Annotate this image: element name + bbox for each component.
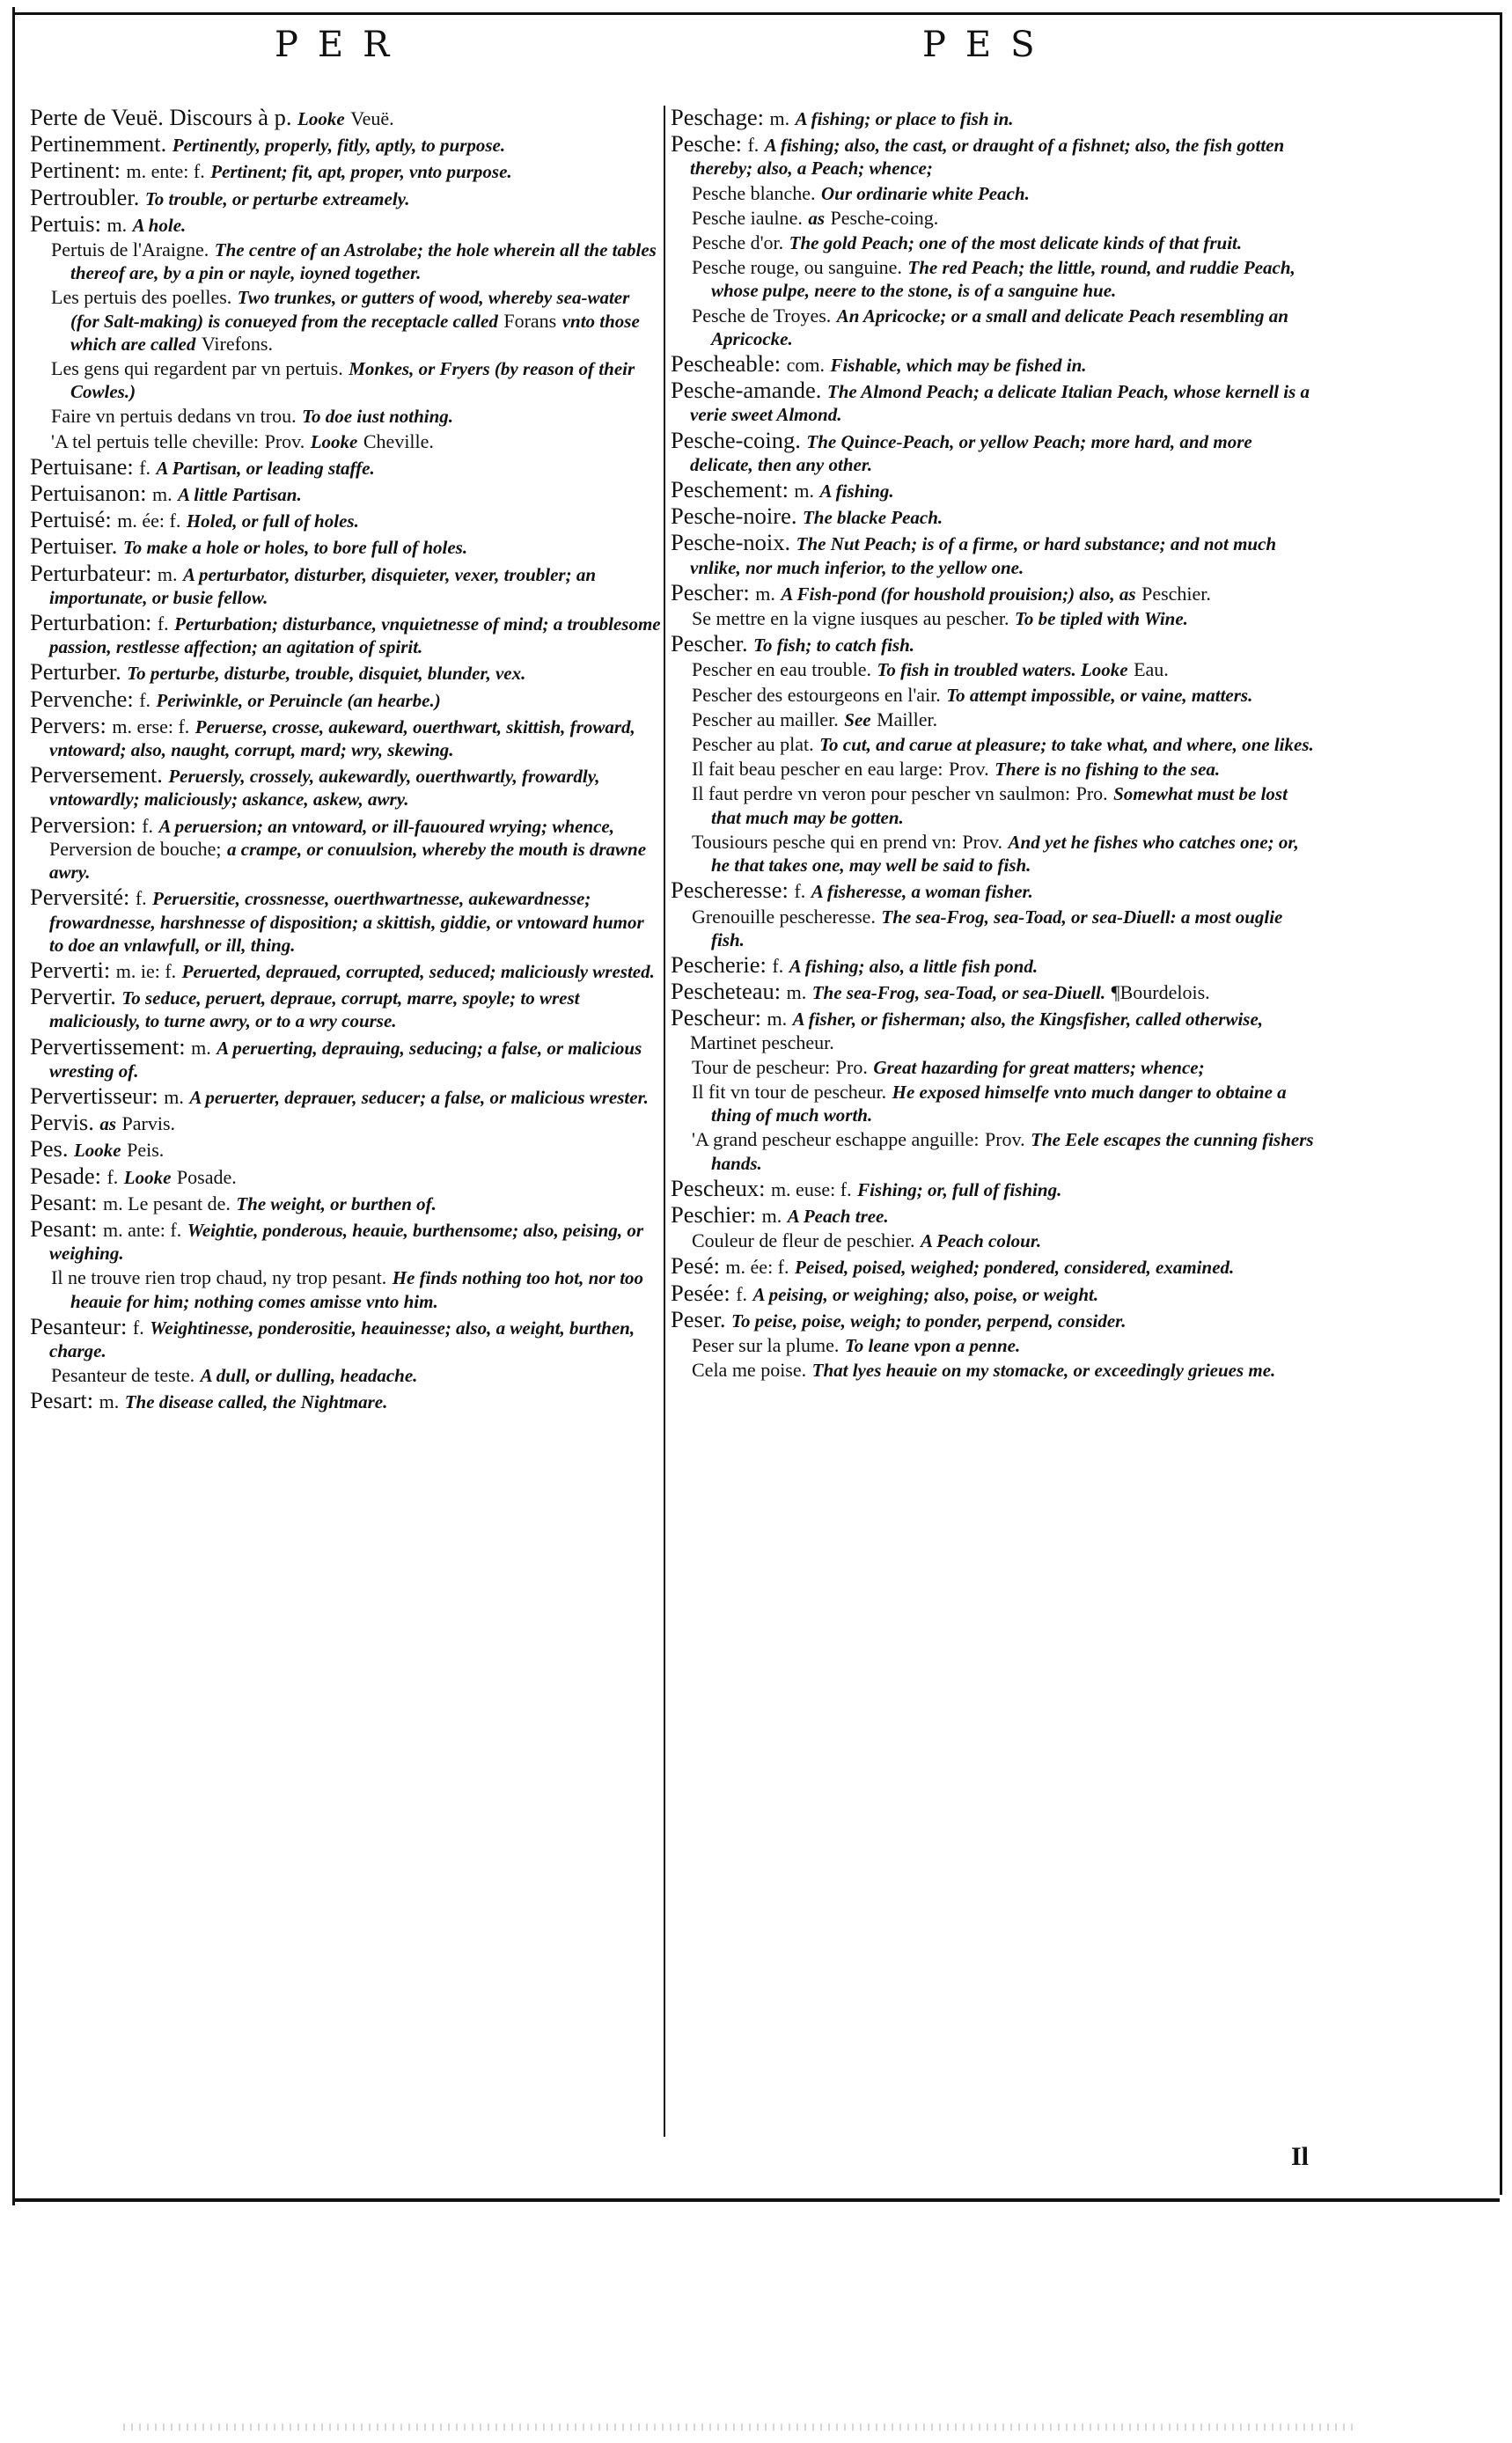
dictionary-subentry [671, 684, 1315, 707]
headword: Pervertir. [30, 983, 116, 1010]
definition: Peruersitie, crossnesse, ouerthwartnesse, aukewardnesse; frowardnesse, harshnesse of disposition; a skittish, giddie, or vntoward humor to doe an vnlawfull, or ill, thing. [49, 888, 644, 956]
cross-reference: Cheville. [363, 429, 434, 452]
headword: Il fit vn tour de pescheur. [692, 1080, 887, 1103]
definition: A perturbator, disturber, disquieter, vexer, troubler; an importunate, or busie fellow. [49, 563, 597, 608]
dictionary-entry [30, 687, 662, 712]
headword: Pesche rouge, ou sanguine. [692, 256, 902, 279]
definition: The sea-Frog, sea-Toad, or sea-Diuell. [811, 982, 1106, 1004]
inline-french-continued: Virefons. [201, 332, 273, 355]
inline-french: Perversion de bouche; [49, 837, 222, 860]
definition: A fishing; also, the cast, or draught of a fishnet; also, the fish gotten thereby; also, a Peach; whence; [690, 135, 1285, 180]
dictionary-entry [30, 1312, 662, 1362]
grammar-note: m. ente: f. [126, 160, 205, 183]
headword: Cela me poise. [692, 1359, 807, 1382]
dictionary-subentry [671, 708, 1315, 731]
definition: Weightinesse, ponderositie, heauinesse; also, a weight, burthen, charge. [49, 1317, 635, 1361]
cross-reference: Eau. [1134, 658, 1169, 681]
definition: To perturbe, disturbe, trouble, disquiet, blunder, vex. [127, 663, 526, 685]
definition: Periwinkle, or Peruincle (an hearbe.) [156, 689, 441, 711]
grammar-note: m. [786, 981, 807, 1004]
headword: Pesche-amande. [671, 377, 822, 404]
dictionary-entry [671, 950, 1315, 978]
definition: And yet he fishes who catches one; or, he that takes one, may well be said to fish. [711, 831, 1299, 877]
headword: Peschier: [671, 1200, 757, 1228]
definition: To trouble, or perturbe extreamely. [144, 187, 410, 209]
dictionary-subentry [671, 1056, 1315, 1079]
definition: A dull, or dulling, headache. [200, 1365, 418, 1387]
definition: Two trunkes, or gutters of wood, whereby sea-water (for Salt-making) is conueyed from the receptacle called [70, 287, 630, 332]
dictionary-subentry [30, 286, 662, 356]
column-divider [664, 106, 665, 2137]
headword: Perturber. [30, 658, 121, 686]
grammar-note: m. Le pesant de. [103, 1192, 231, 1214]
dictionary-subentry [30, 238, 662, 284]
definition: A peising, or weighing; also, poise, or weight. [752, 1283, 1099, 1305]
headword: Pesche blanche. [692, 181, 816, 204]
inline-french: Forans [503, 309, 557, 332]
headword: 'A tel pertuis telle cheville: [51, 429, 260, 452]
dictionary-entry [671, 378, 1315, 426]
dictionary-entry [30, 1389, 662, 1413]
grammar-note: m. [157, 562, 178, 585]
grammar-note: m. ante: f. [103, 1218, 182, 1241]
grammar-note: f. [747, 134, 760, 157]
dictionary-entry [30, 1188, 662, 1215]
definition: To make a hole or holes, to bore full of holes. [122, 537, 468, 559]
headword: Pesche: [671, 130, 742, 158]
definition: To peise, poise, weigh; to ponder, perpend, consider. [731, 1310, 1127, 1332]
headword: Pertuisane: [30, 452, 134, 480]
grammar-note: m. ée: f. [117, 510, 181, 532]
headword: Peschement: [671, 476, 789, 503]
dictionary-subentry [671, 831, 1315, 877]
definition-continued: vnto those which are called [70, 310, 640, 355]
headword: Pertuis: [30, 209, 101, 237]
headword: Il fait beau pescher en eau large: [692, 758, 943, 781]
definition: Pertinently, properly, fitly, aptly, to purpose. [172, 135, 506, 157]
headword: Pesade: [30, 1162, 101, 1189]
definition: Peruerse, crosse, aukeward, ouerthwart, skittish, froward, vntoward; also, naught, corrupt, mard; wry, skewing. [49, 715, 635, 761]
headword: Perversité: [30, 884, 130, 911]
headword: Pesanteur de teste. [51, 1364, 195, 1387]
dictionary-entry [30, 1111, 662, 1135]
dictionary-entry [671, 1006, 1315, 1053]
dictionary-subentry [671, 1081, 1315, 1126]
dictionary-subentry [30, 405, 662, 428]
definition: The weight, or burthen of. [236, 1192, 437, 1214]
dictionary-subentry [671, 256, 1315, 302]
dictionary-entry [30, 1164, 662, 1189]
grammar-note: m. [761, 1204, 782, 1227]
dictionary-entry [671, 132, 1315, 180]
definition: That lyes heauie on my stomacke, or exceedingly grieues me. [811, 1360, 1276, 1382]
dictionary-entry [30, 1214, 662, 1265]
definition: There is no fishing to the sea. [995, 759, 1221, 781]
definition: Holed, or full of holes. [186, 510, 359, 532]
dictionary-entry [671, 1281, 1315, 1306]
definition: See [844, 708, 871, 730]
dictionary-entry [671, 979, 1315, 1004]
dictionary-entry [671, 1254, 1315, 1279]
cross-reference: Parvis. [121, 1112, 176, 1135]
definition: A fishing. [819, 481, 894, 503]
dictionary-subentry [30, 430, 662, 453]
definition: The blacke Peach. [802, 507, 943, 529]
headword: Peser sur la plume. [692, 1333, 840, 1356]
headword: Pescheresse: [671, 877, 789, 904]
dictionary-entry [30, 885, 662, 957]
headword: Pertuiser. [30, 532, 118, 560]
headword: 'A grand pescheur eschappe anguille: [692, 1128, 980, 1151]
definition: A peruersion; an vntoward, or ill-fauoured wrying; whence, [158, 815, 614, 837]
headword: Peschage: [671, 104, 764, 130]
grammar-note: m. [99, 1390, 120, 1413]
dictionary-entry [30, 611, 662, 658]
definition: Fishing; or, full of fishing. [857, 1178, 1062, 1200]
headword: Pescher: [671, 578, 750, 605]
definition: To attempt impossible, or vaine, matters. [946, 684, 1253, 706]
definition: The Nut Peach; is of a firme, or hard substance; and not much vnlike, nor much inferior, to the yellow one. [690, 533, 1277, 578]
definition: To doe iust nothing. [302, 406, 454, 428]
headword: Pesant: [30, 1188, 98, 1215]
headword: Pertuisé: [30, 506, 112, 533]
grammar-note: Prov. [962, 830, 1003, 853]
headword: Pertinemment. [30, 130, 167, 158]
headword: Perverti: [30, 956, 111, 983]
left-column [30, 106, 662, 1416]
definition: Looke [73, 1140, 121, 1162]
definition: A fisher, or fisherman; also, the Kingsfisher, called otherwise, [792, 1009, 1264, 1031]
grammar-note: m. [191, 1036, 211, 1059]
dictionary-subentry [671, 231, 1315, 254]
cross-reference: Martinet pescheur. [690, 1031, 834, 1053]
definition: Looke [297, 108, 345, 129]
grammar-note: m. ie: f. [115, 959, 177, 982]
headword: Peser. [671, 1305, 726, 1332]
dictionary-entry [671, 106, 1315, 130]
dictionary-entry [671, 504, 1315, 529]
dictionary-entry [30, 985, 662, 1032]
headword: Se mettre en la vigne iusques au pescher. [692, 607, 1009, 630]
headword: Pervertisseur: [30, 1082, 158, 1109]
dictionary-subentry [671, 1229, 1315, 1252]
dictionary-subentry [30, 1364, 662, 1387]
definition: To be tipled with Wine. [1014, 608, 1188, 630]
definition: Fishable, which may be fished in. [830, 355, 1087, 377]
headword: Pesche d'or. [692, 231, 784, 254]
headword: Pesche-coing. [671, 426, 801, 453]
definition: To seduce, peruert, depraue, corrupt, marre, spoyle; to wrest maliciously, to turne awry, or to a wry course. [49, 987, 580, 1032]
headword: Pesart: [30, 1387, 94, 1414]
grammar-note: f. [135, 887, 147, 910]
headword: Les pertuis des poelles. [51, 286, 232, 309]
cross-reference: Peschier. [1141, 582, 1211, 605]
dictionary-subentry [30, 357, 662, 403]
dictionary-subentry [671, 782, 1315, 828]
headword: Pesée: [671, 1279, 730, 1306]
definition: Perturbation; disturbance, vnquietnesse of mind; a troublesome passion, restlesse affection; an agitation of spirit. [49, 613, 661, 658]
dictionary-subentry [671, 207, 1315, 230]
headword: Pesche iaulne. [692, 206, 803, 229]
cross-reference: Veuë. [350, 107, 394, 129]
headword: Pescherie: [671, 950, 767, 978]
grammar-note: m. [767, 1008, 788, 1031]
dictionary-subentry [671, 1334, 1315, 1357]
grammar-note: f. [772, 954, 784, 977]
right-column [671, 106, 1315, 1383]
scan-noise [123, 2424, 1355, 2431]
dictionary-entry [30, 958, 662, 983]
definition: The sea-Frog, sea-Toad, or sea-Diuell: a most ouglie fish. [711, 906, 1283, 950]
headword: Pervertissement: [30, 1032, 186, 1060]
definition: The Quince-Peach, or yellow Peach; more hard, and more delicate, then any other. [690, 430, 1252, 475]
headword: Pescheux: [671, 1174, 766, 1201]
definition: Peruersly, crossely, aukewardly, ouerthwartly, frowardly, vntowardly; maliciously; askance, askew, awry. [49, 766, 600, 811]
grammar-note: f. [139, 456, 151, 479]
definition: A Peach colour. [921, 1230, 1042, 1252]
bottom-border-rule [12, 2198, 1500, 2202]
grammar-note: m. ée: f. [725, 1256, 789, 1279]
dictionary-entry [671, 1200, 1315, 1228]
dictionary-entry [671, 478, 1315, 503]
grammar-note: Prov. [948, 758, 989, 781]
grammar-note: f. [132, 1316, 144, 1339]
dictionary-entry [671, 352, 1315, 377]
grammar-note: m. [164, 1085, 184, 1108]
headword: Pescher au mailler. [692, 708, 839, 730]
dictionary-subentry [671, 733, 1315, 756]
dictionary-entry [30, 1084, 662, 1109]
headword: Pesche de Troyes. [692, 304, 832, 326]
headword: Grenouille pescheresse. [692, 905, 876, 928]
definition: Looke [123, 1166, 172, 1188]
headword: Pervis. [30, 1109, 94, 1136]
headword: Perversement. [30, 761, 163, 789]
grammar-note: f. [142, 814, 154, 837]
cross-reference: ¶Bourdelois. [1111, 981, 1210, 1004]
definition: To fish; to catch fish. [753, 635, 915, 657]
headword: Pertroubler. [30, 183, 140, 210]
definition: Somewhat must be lost that much may be gotten. [711, 783, 1288, 828]
dictionary-entry [671, 632, 1315, 657]
definition: A Fish-pond (for houshold prouision;) also, as [781, 583, 1136, 605]
definition: Peised, poised, weighed; pondered, considered, examined. [795, 1257, 1235, 1279]
definition: A hole. [132, 214, 187, 236]
dictionary-subentry [671, 607, 1315, 630]
left-border-rule [12, 7, 15, 2205]
dictionary-entry [30, 106, 662, 130]
definition-continued: a crampe, or conuulsion, whereby the mouth is drawne awry. [49, 838, 647, 884]
headword: Pervers: [30, 711, 106, 738]
dictionary-entry [30, 508, 662, 532]
dictionary-entry [671, 878, 1315, 903]
running-head-right: PES [922, 25, 1054, 65]
dictionary-entry [671, 1174, 1315, 1201]
dictionary-entry [671, 531, 1315, 578]
definition: The disease called, the Nightmare. [124, 1391, 388, 1413]
cross-reference: Peis. [127, 1139, 165, 1162]
grammar-note: Prov. [985, 1128, 1025, 1151]
grammar-note: m. [755, 582, 775, 605]
dictionary-subentry [671, 758, 1315, 781]
definition: Weightie, ponderous, heauie, burthensome; also, peising, or weighing. [49, 1219, 643, 1265]
dictionary-subentry [671, 1128, 1315, 1174]
definition: Our ordinarie white Peach. [820, 182, 1030, 204]
dictionary-subentry [30, 1266, 662, 1312]
headword: Tour de pescheur: [692, 1055, 831, 1078]
top-border-rule [12, 12, 1500, 15]
dictionary-entry [30, 1032, 662, 1082]
definition: A little Partisan. [178, 484, 302, 506]
definition: The Eele escapes the cunning fishers hands. [711, 1129, 1314, 1174]
definition: Looke [310, 430, 358, 452]
definition: He exposed himselfe vnto much danger to obtaine a thing of much worth. [711, 1081, 1287, 1126]
definition: To fish in troubled waters. Looke [877, 659, 1128, 681]
headword: Pesé: [671, 1252, 720, 1280]
definition: The centre of an Astrolabe; the hole wherein all the tables thereof are, by a pin or nayle, ioyned together. [70, 239, 657, 284]
definition: as [808, 207, 826, 229]
headword: Les gens qui regardent par vn pertuis. [51, 357, 343, 380]
definition: The red Peach; the little, round, and ruddie Peach, whose pulpe, neere to the stone, is of a sanguine hue. [711, 257, 1295, 302]
definition: A Peach tree. [787, 1205, 889, 1227]
dictionary-subentry [671, 1359, 1315, 1382]
dictionary-entry [671, 426, 1315, 476]
definition: Great hazarding for great matters; whence; [873, 1056, 1205, 1078]
definition: He finds nothing too hot, nor too heauie for him; nothing comes amisse vnto him. [70, 1267, 644, 1312]
cross-reference: Pesche-coing. [830, 206, 939, 229]
definition: as [99, 1113, 117, 1135]
headword: Pescher en eau trouble. [692, 658, 872, 681]
signature-mark: Il [1291, 2142, 1310, 2171]
definition: A fishing; also, a little fish pond. [789, 955, 1039, 977]
definition: The Almond Peach; a delicate Italian Peach, whose kernell is a verie sweet Almond. [690, 381, 1310, 426]
dictionary-entry [671, 578, 1315, 605]
grammar-note: f. [736, 1282, 748, 1305]
headword: Pescheur: [671, 1004, 762, 1031]
grammar-note: Pro. [835, 1055, 868, 1078]
headword: Pervenche: [30, 685, 134, 712]
headword: Perturbateur: [30, 559, 152, 586]
grammar-note: m. [794, 480, 815, 503]
definition: A fishing; or place to fish in. [795, 108, 1014, 129]
grammar-note: Prov. [264, 429, 305, 452]
definition: To cut, and carue at pleasure; to take what, and where, one likes. [819, 734, 1314, 756]
headword: Pescher des estourgeons en l'air. [692, 683, 941, 706]
definition: An Apricocke; or a small and delicate Peach resembling an Apricocke. [711, 304, 1288, 349]
dictionary-entry [30, 534, 662, 559]
headword: Pesant: [30, 1214, 98, 1242]
right-border-rule [1500, 12, 1502, 2195]
cross-reference: Mailler. [877, 708, 938, 730]
headword: Pescher au plat. [692, 733, 814, 756]
dictionary-entry [30, 1137, 662, 1162]
headword: Pertinent: [30, 157, 121, 184]
dictionary-entry [30, 561, 662, 609]
definition: A fisheresse, a woman fisher. [811, 881, 1033, 903]
headword: Tousiours pesche qui en prend vn: [692, 830, 957, 853]
dictionary-entry [30, 711, 662, 761]
headword: Pes. [30, 1135, 69, 1163]
dictionary-entry [30, 481, 662, 506]
grammar-note: m. erse: f. [112, 715, 190, 737]
headword: Perte de Veuë. Discours à p. [30, 104, 292, 130]
headword: Perversion: [30, 811, 136, 838]
headword: Pertuisanon: [30, 480, 147, 507]
headword: Pesche-noix. [671, 529, 791, 556]
grammar-note: m. [106, 213, 128, 236]
dictionary-entry [30, 452, 662, 480]
grammar-note: m. [151, 483, 172, 506]
definition: A peruerting, deprauing, seducing; a false, or malicious wresting of. [49, 1037, 642, 1082]
headword: Perturbation: [30, 609, 152, 636]
definition: A Partisan, or leading staffe. [156, 457, 375, 479]
headword: Pescheteau: [671, 978, 782, 1005]
grammar-note: m. [769, 107, 790, 129]
definition: Pertinent; fit, apt, proper, vnto purpose. [210, 161, 512, 183]
headword: Pesche-noire. [671, 503, 797, 530]
grammar-note: f. [106, 1165, 119, 1188]
definition: A peruerter, deprauer, seducer; a false, or malicious wrester. [189, 1086, 649, 1108]
headword: Pertuis de l'Araigne. [51, 238, 209, 261]
definition: The gold Peach; one of the most delicate kinds of that fruit. [789, 232, 1243, 254]
grammar-note: m. euse: f. [770, 1177, 852, 1200]
dictionary-subentry [671, 182, 1315, 205]
headword: Il ne trouve rien trop chaud, ny trop pesant. [51, 1266, 387, 1289]
headword: Il faut perdre vn veron pour pescher vn saulmon: [692, 782, 1071, 805]
dictionary-entry [30, 183, 662, 210]
dictionary-entry [30, 763, 662, 811]
running-head-left: PER [275, 25, 409, 65]
dictionary-entry [30, 813, 662, 884]
dictionary-entry [30, 209, 662, 237]
headword: Pesanteur: [30, 1312, 128, 1339]
headword: Couleur de fleur de peschier. [692, 1229, 915, 1252]
grammar-note: f. [157, 613, 169, 635]
cross-reference: Posade. [176, 1165, 237, 1188]
headword: Pescheable: [671, 350, 782, 378]
headword: Pescher. [671, 630, 748, 657]
dictionary-entry [30, 132, 662, 157]
definition: To leane vpon a penne. [844, 1334, 1021, 1356]
dictionary-subentry [671, 304, 1315, 350]
headword: Faire vn pertuis dedans vn trou. [51, 405, 297, 428]
dictionary-entry [30, 158, 662, 183]
dictionary-subentry [671, 658, 1315, 681]
grammar-note: f. [139, 688, 151, 711]
definition: Monkes, or Fryers (by reason of their Cowles.) [70, 358, 635, 403]
definition: Peruerted, depraued, corrupted, seduced; maliciously wrested. [181, 960, 655, 982]
grammar-note: Pro. [1075, 782, 1108, 805]
grammar-note: com. [786, 354, 825, 377]
dictionary-subentry [671, 906, 1315, 951]
grammar-note: f. [794, 880, 806, 903]
dictionary-entry [30, 660, 662, 685]
dictionary-entry [671, 1305, 1315, 1332]
